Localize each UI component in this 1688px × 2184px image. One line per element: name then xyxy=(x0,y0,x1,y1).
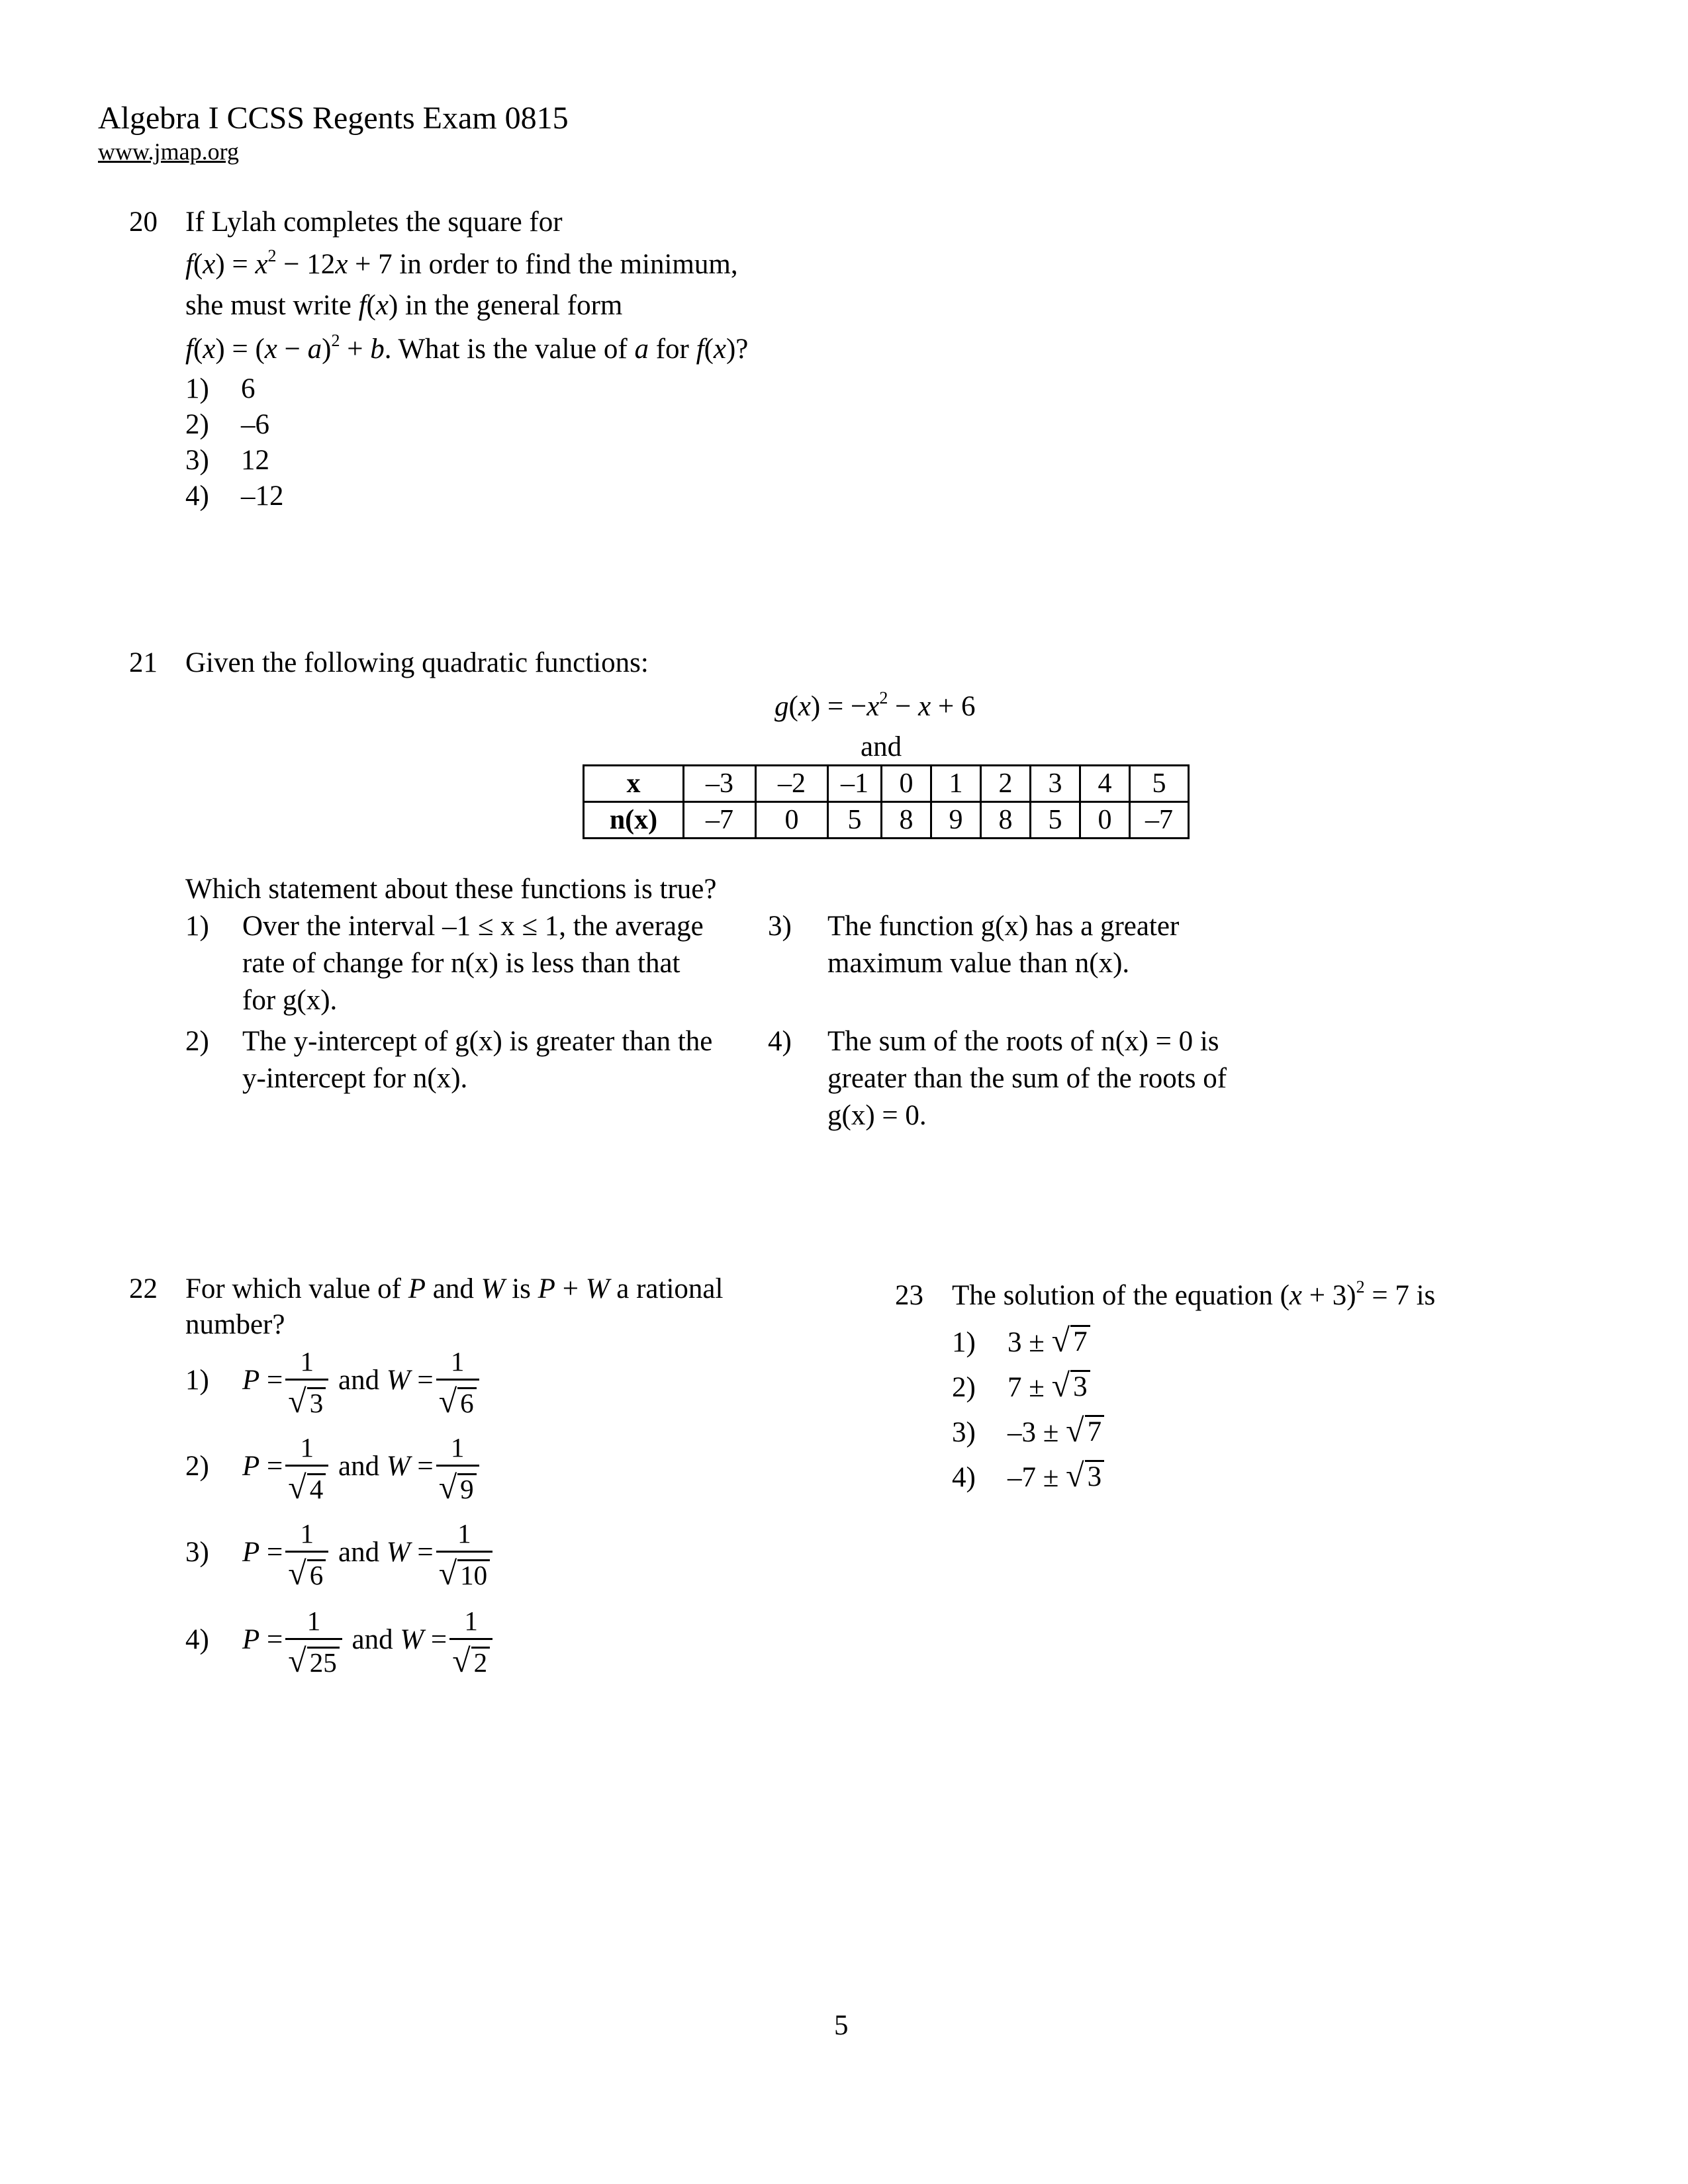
q20-var-a: a xyxy=(634,334,649,365)
q22-option-3-num: 3) xyxy=(185,1536,209,1568)
q22-option-1-p-fraction: 1 √ 3 xyxy=(285,1347,328,1418)
q21-table-cell: 4 xyxy=(1080,766,1130,802)
q20-number: 20 xyxy=(129,206,158,238)
q22-option-1-w-fraction: 1 √ 6 xyxy=(436,1347,479,1418)
q21-table-row-x xyxy=(584,766,1189,802)
q21-table-cell: –1 xyxy=(828,766,882,802)
q22-option-2-num: 2) xyxy=(185,1450,209,1482)
q22-line1-b: a rational xyxy=(616,1273,724,1304)
q21-table-cell: 5 xyxy=(828,802,882,839)
q20-line4-for: for xyxy=(655,334,689,365)
q22-line1-and: and xyxy=(432,1273,474,1304)
q21-option-1-num[interactable]: 1) xyxy=(185,911,209,942)
q23-option-4-rad: 3 xyxy=(1085,1460,1105,1492)
q20-line2 xyxy=(185,248,738,282)
q21-table-cell: –7 xyxy=(684,802,756,839)
q23-option-3[interactable]: 3) –3 ± √ 7 xyxy=(952,1414,1104,1450)
q20-option-2[interactable] xyxy=(185,408,269,442)
q23-option-1[interactable]: 1) 3 ± √ 7 xyxy=(952,1324,1090,1360)
q20-line3-a: she must write xyxy=(185,290,352,321)
q21-question: Which statement about these functions is true? xyxy=(185,874,717,905)
q23-option-3-lead: –3 ± xyxy=(1008,1417,1059,1448)
q20-fx-inline: f(x) xyxy=(358,290,399,321)
q21-table-cell: 5 xyxy=(1031,802,1080,839)
q20-line2-text: in order to find the minimum, xyxy=(399,249,738,280)
q21-and: and xyxy=(861,731,902,762)
page-header-title: Algebra I CCSS Regents Exam 0815 xyxy=(98,101,569,136)
q21-option-3-num[interactable]: 3) xyxy=(768,911,792,942)
q22-line1-a: For which value of xyxy=(185,1273,402,1304)
q21-table-cell: 1 xyxy=(931,766,981,802)
q22-option-1[interactable]: 1) P = 1 √ 3 and W = 1 √ 6 xyxy=(185,1347,482,1418)
q21-option-2-line-b: y-intercept for n(x). xyxy=(242,1063,468,1094)
q23-equation: $(x + 3)^2$ xyxy=(1280,1277,1365,1311)
q20-line3 xyxy=(185,289,622,323)
q21-table-cell: 0 xyxy=(1080,802,1130,839)
q21-table-header-n: n(x) xyxy=(584,802,684,839)
q20-option-2-num: 2) xyxy=(185,409,209,440)
q20-line4 xyxy=(185,332,748,367)
q21-table-cell: 5 xyxy=(1130,766,1189,802)
q21-option-4-num[interactable]: 4) xyxy=(768,1026,792,1057)
q21-table-cell: 9 xyxy=(931,802,981,839)
q22-sum-expr: P + W xyxy=(538,1273,610,1304)
q23-stem-a: The solution of the equation xyxy=(952,1280,1273,1311)
q21-table-cell: 8 xyxy=(981,802,1031,839)
q20-option-2-text: –6 xyxy=(241,409,269,440)
q21-option-3-line-b: maximum value than n(x). xyxy=(827,948,1130,979)
header-url-link[interactable]: www.jmap.org xyxy=(98,138,239,165)
q21-option-4-line-a: The sum of the roots of n(x) = 0 is xyxy=(827,1026,1219,1057)
q21-number: 21 xyxy=(129,647,158,678)
q20-option-4-text: –12 xyxy=(241,480,284,512)
q22-var-p: P xyxy=(408,1273,426,1304)
q23-stem xyxy=(952,1279,1435,1313)
q20-option-3-num: 3) xyxy=(185,445,209,476)
q22-option-3-p-fraction: 1 √ 6 xyxy=(285,1520,328,1590)
q22-line2: number? xyxy=(185,1309,285,1340)
q23-option-4[interactable]: 4) –7 ± √ 3 xyxy=(952,1459,1104,1495)
q22-option-4-w-fraction: 1 √ 2 xyxy=(449,1607,492,1677)
q22-option-3-w-fraction: 1 √ 10 xyxy=(436,1520,492,1590)
q23-stem-b: = 7 is xyxy=(1372,1280,1436,1311)
q21-option-3-line-a: The function g(x) has a greater xyxy=(827,911,1180,942)
q21-g-function: $g(x) = -x^2 - x + 6$ xyxy=(774,688,976,722)
q21-table-row-n xyxy=(584,802,1189,839)
q22-option-4-p-fraction: 1 √ 25 xyxy=(285,1607,342,1677)
q23-option-2[interactable]: 2) 7 ± √ 3 xyxy=(952,1369,1090,1405)
q21-table-cell: –3 xyxy=(684,766,756,802)
q21-stem: Given the following quadratic functions: xyxy=(185,647,649,678)
q21-table-cell: 0 xyxy=(882,766,931,802)
q23-option-2-num: 2) xyxy=(952,1372,976,1403)
q21-option-2-line-a: The y-intercept of g(x) is greater than the xyxy=(242,1026,713,1057)
q22-option-3[interactable]: 3) P = 1 √ 6 and W = 1 √ 10 xyxy=(185,1520,495,1590)
q23-option-1-rad: 7 xyxy=(1070,1325,1090,1357)
q23-option-2-rad: 3 xyxy=(1070,1370,1090,1402)
q22-line1-is: is xyxy=(512,1273,531,1304)
q22-option-2-p-fraction: 1 √ 4 xyxy=(285,1433,328,1504)
q22-option-4-num: 4) xyxy=(185,1623,209,1655)
q22-option-2[interactable]: 2) P = 1 √ 4 and W = 1 √ 9 xyxy=(185,1433,482,1504)
q22-var-w: W xyxy=(481,1273,505,1304)
q22-line1 xyxy=(185,1272,723,1306)
q21-table-cell: –7 xyxy=(1130,802,1189,839)
q22-option-1-num: 1) xyxy=(185,1364,209,1396)
q21-table-cell: 8 xyxy=(882,802,931,839)
q20-line3-b: in the general form xyxy=(405,290,623,321)
q22-number: 22 xyxy=(129,1273,158,1304)
q20-option-3[interactable] xyxy=(185,443,269,478)
q23-number: 23 xyxy=(895,1280,923,1311)
q20-option-3-text: 12 xyxy=(241,445,269,476)
q21-table-cell: 0 xyxy=(756,802,828,839)
page-number: 5 xyxy=(834,2010,849,2041)
q21-option-1-line-c: for g(x). xyxy=(242,985,338,1016)
q21-table-cell: 2 xyxy=(981,766,1031,802)
q21-option-1-line-b: rate of change for n(x) is less than that xyxy=(242,948,680,979)
q21-option-1-line-a: Over the interval –1 ≤ x ≤ 1, the average xyxy=(242,911,704,942)
q20-option-1-text: 6 xyxy=(241,373,256,404)
q20-option-4-num: 4) xyxy=(185,480,209,512)
q20-option-1[interactable] xyxy=(185,372,256,406)
q20-line1: If Lylah completes the square for xyxy=(185,206,563,238)
q22-option-4[interactable]: 4) P = 1 √ 25 and W = 1 √ 2 xyxy=(185,1607,495,1677)
q20-function-expr: $f(x) = x^2 - 12x + 7$ xyxy=(185,246,393,280)
q21-table-header-x: x xyxy=(584,766,684,802)
q21-n-table xyxy=(583,764,1190,839)
q20-option-1-num: 1) xyxy=(185,373,209,404)
q23-option-2-lead: 7 ± xyxy=(1008,1372,1045,1403)
q23-option-1-lead: 3 ± xyxy=(1008,1327,1045,1358)
q23-option-4-lead: –7 ± xyxy=(1008,1462,1059,1493)
q20-fx-end: f(x)? xyxy=(696,334,749,365)
q21-option-4-line-b: greater than the sum of the roots of xyxy=(827,1063,1227,1094)
q23-option-3-num: 3) xyxy=(952,1417,976,1448)
q21-option-2-num[interactable]: 2) xyxy=(185,1026,209,1057)
q20-general-form: $f(x) = (x - a)^2 + b$ xyxy=(185,331,385,365)
q21-table-cell: –2 xyxy=(756,766,828,802)
q23-option-1-num: 1) xyxy=(952,1327,976,1358)
q21-table-cell: 3 xyxy=(1031,766,1080,802)
q23-option-3-rad: 7 xyxy=(1085,1415,1105,1447)
q20-line4-text: . What is the value of xyxy=(384,334,628,365)
q20-option-4[interactable] xyxy=(185,479,284,514)
q23-option-4-num: 4) xyxy=(952,1462,976,1493)
q21-option-4-line-c: g(x) = 0. xyxy=(827,1100,927,1131)
q22-option-2-w-fraction: 1 √ 9 xyxy=(436,1433,479,1504)
